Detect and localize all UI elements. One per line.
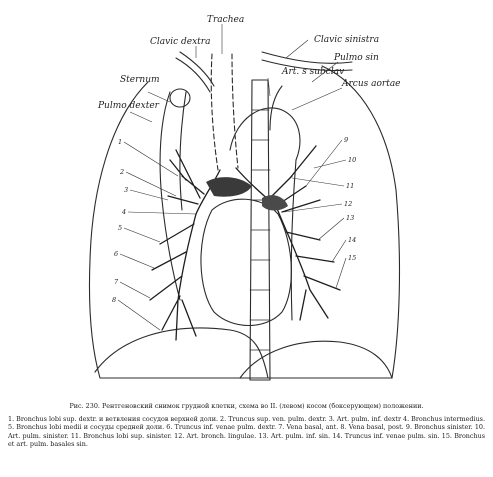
- leader-arcus: [292, 88, 342, 110]
- label-arcus-aortae: Arcus aortae: [342, 79, 401, 89]
- trachea-outline: [211, 54, 238, 170]
- num-5: 5: [118, 224, 123, 232]
- sternum-head: [170, 89, 190, 107]
- descending-aorta: [291, 160, 296, 320]
- caption-legend: 1. Bronchus lobi sup. dextr. и ветвления сосудов верхней доли. 2. Truncus sup. ven. pulm. dextr. 3. Art. pulm. inf. dextr 4. Bronchus intermedius. 5. Bronchus lobi medii и сосуды средней доли. 6. Truncus inf. venae pulm. dextr. 7. Vena basal, ant. 8. Vena basal, post. 9. Bronchus sinister. 10. Art. pulm. sinister. 11. Bronchus lobi sup. sinister. 12. Art. bronch. lingulae. 13. Art. pulm. inf. sin. 14. Truncus inf. venae pulm. sin. 15. Bronchus et art. pulm. basales sin.: [8, 414, 485, 449]
- heart-shadow: [201, 199, 291, 325]
- figure-caption: [8, 402, 485, 449]
- num-2: 2: [120, 168, 125, 176]
- leader-clavic-sinistra: [286, 40, 308, 58]
- left-hilar-shadow: [262, 195, 288, 210]
- label-trachea: Trachea: [207, 15, 245, 25]
- num-4: 4: [122, 208, 127, 216]
- label-clavic-dextra: Clavic dextra: [150, 37, 211, 47]
- num-10: 10: [348, 156, 357, 164]
- num-1: 1: [118, 138, 123, 146]
- label-pulmo-sin: Pulmo sin: [334, 53, 379, 63]
- leader-left-nums: [118, 142, 196, 330]
- num-15: 15: [348, 254, 357, 262]
- clavicle-right: [176, 52, 214, 92]
- num-12: 12: [344, 200, 353, 208]
- num-11: 11: [346, 182, 355, 190]
- thorax-outline: [89, 66, 399, 378]
- right-lower-branches: [150, 214, 196, 340]
- label-clavic-sinistra: Clavic sinistra: [314, 35, 380, 45]
- num-6: 6: [114, 250, 119, 258]
- right-upper-branches: [168, 150, 204, 204]
- num-8: 8: [112, 296, 117, 304]
- leader-right-nums: [284, 140, 346, 288]
- left-lower-branches: [276, 206, 340, 320]
- leader-pulmo-dexter: [130, 112, 152, 122]
- num-7: 7: [114, 278, 119, 286]
- hilar-shadow: [206, 177, 252, 197]
- label-art-subclav: Art. s subclav: [282, 67, 345, 77]
- num-14: 14: [348, 236, 357, 244]
- num-13: 13: [346, 214, 355, 222]
- num-9: 9: [344, 136, 349, 144]
- aortic-arch: [230, 108, 300, 160]
- spine-discs: [250, 110, 270, 350]
- sternum: [160, 92, 186, 300]
- right-lung-base: [95, 328, 268, 378]
- label-pulmo-dexter: Pulmo dexter: [98, 101, 159, 111]
- label-sternum: Sternum: [120, 75, 160, 85]
- num-3: 3: [124, 186, 129, 194]
- caption-title: Рис. 230. Рентгеновский снимок грудной клетки, схема во II. (левом) косом (боксерующем) положении.: [69, 402, 424, 410]
